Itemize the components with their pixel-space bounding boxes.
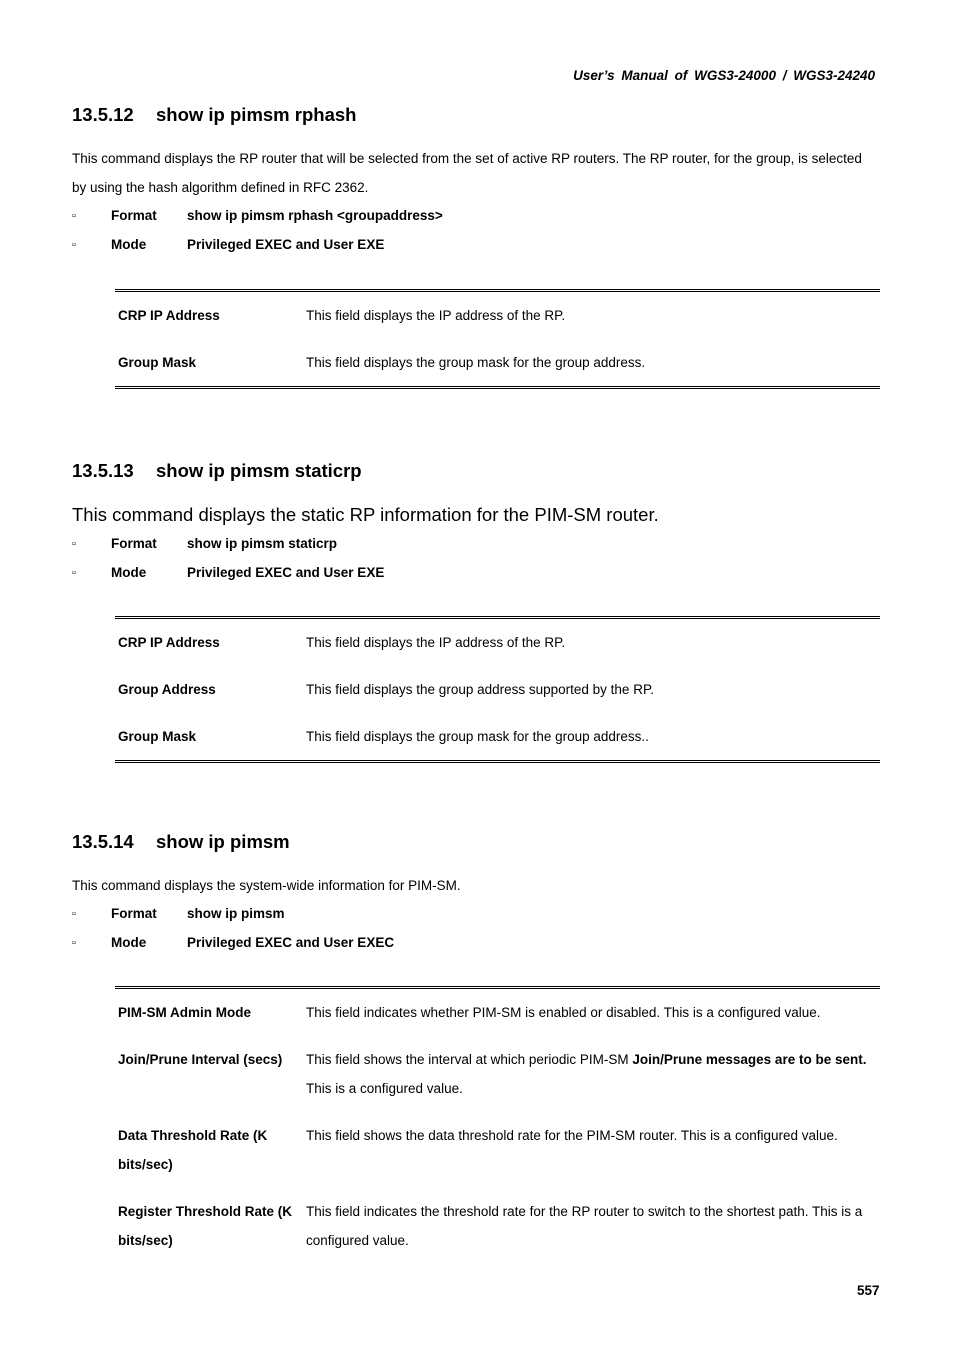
- table-row: [115, 291, 880, 340]
- field-name: Group Mask: [118, 729, 197, 744]
- field-table-rphash: [115, 289, 880, 389]
- mode-label: Mode: [111, 934, 147, 950]
- format-value: show ip pimsm: [187, 906, 285, 921]
- field-description: This field shows the data threshold rate for the PIM-SM router. This is a configured value.: [306, 1128, 838, 1143]
- field-name: CRP IP Address: [118, 308, 220, 323]
- section-13-5-13: [72, 458, 882, 587]
- field-name: Group Address: [118, 682, 216, 697]
- mode-label: Mode: [111, 564, 147, 580]
- format-label: Format: [111, 906, 157, 921]
- section-13-5-14: [72, 829, 882, 957]
- section-heading: [72, 102, 882, 128]
- field-description: This field displays the group mask for the group address.: [306, 355, 646, 370]
- bullet-icon: ▫: [72, 538, 76, 550]
- field-name: Register Threshold Rate (K bits/sec): [118, 1204, 293, 1248]
- mode-line: [72, 559, 882, 588]
- bullet-icon: ▫: [72, 210, 76, 222]
- field-description-text: This field shows the interval at which periodic PIM-SM: [306, 1052, 633, 1067]
- section-description: This command displays the static RP information for the PIM-SM router.: [72, 504, 659, 525]
- field-table-pimsm: [115, 986, 880, 1264]
- section-description: This command displays the system-wide information for PIM-SM.: [72, 878, 461, 893]
- section-title: show ip pimsm rphash: [156, 104, 357, 125]
- format-line: [72, 900, 882, 929]
- field-name: Join/Prune Interval (secs): [118, 1052, 283, 1067]
- mode-value: Privileged EXEC and User EXEC: [187, 934, 395, 950]
- table-row: [115, 1036, 880, 1112]
- field-name: CRP IP Address: [118, 635, 220, 650]
- format-value: show ip pimsm rphash <groupaddress>: [187, 208, 443, 223]
- mode-value: Privileged EXEC and User EXE: [187, 564, 385, 580]
- field-description: This field displays the group address supported by the RP.: [306, 682, 654, 697]
- field-description-text: This is a configured value.: [306, 1081, 463, 1096]
- table-row: [115, 1188, 880, 1264]
- format-line: [72, 202, 882, 231]
- field-description: [303, 1036, 880, 1112]
- table-row: [115, 666, 880, 713]
- bullet-icon: ▫: [72, 908, 76, 920]
- table-row: [115, 618, 880, 667]
- section-number: 13.5.14: [72, 831, 134, 852]
- mode-line: [72, 231, 882, 260]
- format-label: Format: [111, 208, 157, 223]
- table-row: [115, 339, 880, 388]
- format-label: Format: [111, 536, 157, 551]
- page-number: 557: [857, 1283, 880, 1298]
- section-heading: [72, 458, 882, 484]
- format-line: [72, 530, 882, 559]
- section-description: This command displays the RP router that will be selected from the set of active RP routers. The RP router, for the group, is selected by using the hash algorithm defined in RFC 2362.: [72, 151, 862, 195]
- bullet-icon: ▫: [72, 936, 76, 949]
- page-header: User’s Manual of WGS3-24000 / WGS3-24240: [573, 68, 875, 83]
- table-row: [115, 988, 880, 1037]
- field-name: PIM-SM Admin Mode: [118, 1005, 251, 1020]
- section-title: show ip pimsm staticrp: [156, 460, 362, 481]
- field-name: Group Mask: [118, 355, 197, 370]
- section-13-5-12: [72, 102, 882, 259]
- mode-label: Mode: [111, 236, 147, 252]
- bullet-icon: ▫: [72, 238, 76, 251]
- table-row: [115, 713, 880, 762]
- field-description: This field displays the IP address of the RP.: [306, 308, 566, 323]
- section-heading: [72, 829, 882, 855]
- mode-line: [72, 929, 882, 958]
- table-row: [115, 1112, 880, 1188]
- field-table-staticrp: [115, 616, 880, 763]
- format-value: show ip pimsm staticrp: [187, 536, 338, 551]
- field-description-emphasis: Join/Prune messages are to be sent.: [632, 1052, 867, 1067]
- section-title: show ip pimsm: [156, 831, 290, 852]
- mode-value: Privileged EXEC and User EXE: [187, 236, 385, 252]
- section-number: 13.5.12: [72, 104, 134, 125]
- field-description: This field indicates the threshold rate for the RP router to switch to the shortest path. This is a configured value.: [306, 1204, 863, 1248]
- section-number: 13.5.13: [72, 460, 134, 481]
- bullet-icon: ▫: [72, 566, 76, 579]
- field-description: This field displays the group mask for the group address..: [306, 729, 649, 744]
- field-name: Data Threshold Rate (K bits/sec): [118, 1128, 268, 1172]
- field-description: This field indicates whether PIM-SM is enabled or disabled. This is a configured value.: [306, 1005, 821, 1020]
- field-description: This field displays the IP address of the RP.: [306, 635, 566, 650]
